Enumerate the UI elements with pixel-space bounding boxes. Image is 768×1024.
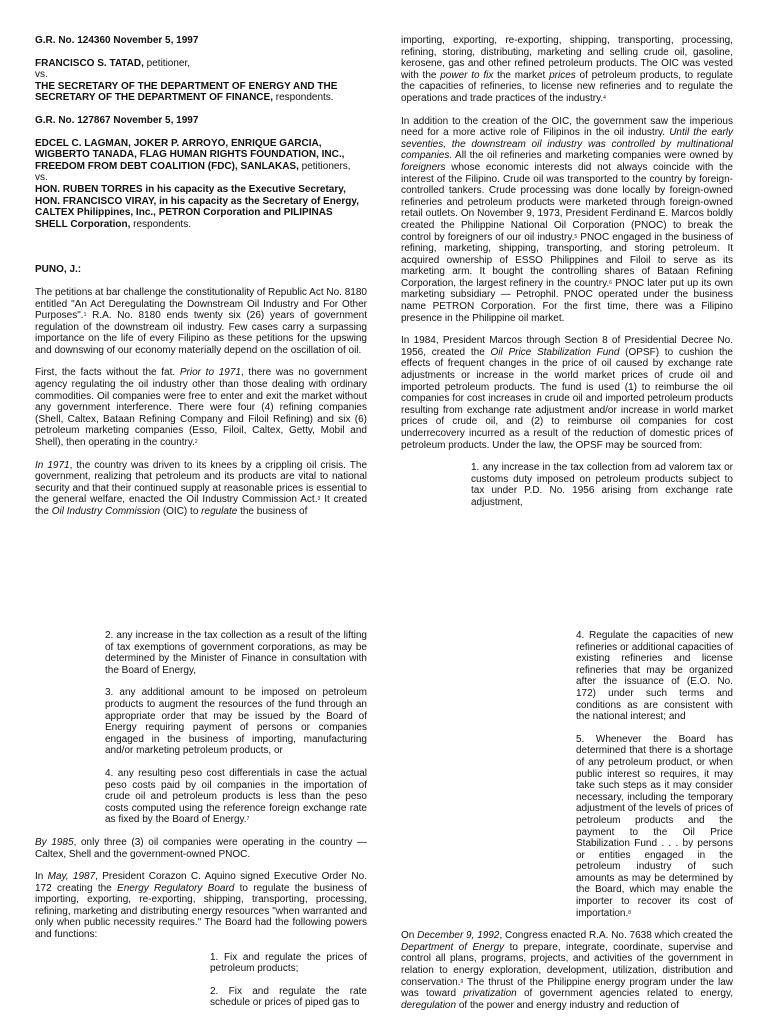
p2-italic: Prior to 1971 bbox=[179, 367, 241, 379]
p1-text-a: The petitions at bar challenge the constitutionality of Republic Act No. 8180 entitled "An Act Deregulating the Downstream Oil Industry and For Other Purposes". bbox=[35, 286, 367, 322]
respondent-1 bbox=[35, 81, 367, 104]
p6-text-b: , Congress enacted R.A. No. 7638 which created the bbox=[499, 930, 733, 942]
p2-text-a: First, the facts without the fat. bbox=[35, 367, 180, 379]
left-column-top bbox=[35, 35, 367, 518]
item4-text: 4. any resulting peso cost differentials in case the actual peso costs paid by oil companies in the importation of crude oil and petroleum products is less than the peso costs computed using the reference foreign exchange rate as fixed by the Board of Energy. bbox=[105, 767, 367, 826]
p2-text-b: , there was no government agency regulating the oil industry other than those dealing with ordinary commodities. Oil companies were free to enter and exit the market without any government interference. There were four (4) refining companies (Shell, Caltex, Bataan Refining Company and Filoil Refining) and six (6) petroleum marketing companies (Esso, Filoil, Caltex, Getty, Mobil and Shell), then operating in the country. bbox=[35, 367, 367, 449]
ponente-text: PUNO, J.: bbox=[35, 264, 82, 276]
p1-text-b: R.A. No. 8180 ends twenty six (26) years of government regulation of the downstream oil industry. Few cases carry a surpassing importance on the life of every Filipino as these petitions for the upswing and downswing of our economy materially depend on the oscillation of oil. bbox=[35, 310, 367, 356]
petitioner bbox=[35, 58, 367, 70]
r1-text-b: the market bbox=[493, 69, 550, 81]
p5-text-a: In bbox=[35, 871, 48, 883]
r2-text-e: PNOC later put up its own marketing subsidiary — Petrophil. PNOC operated under the business name PETRON Corporation. For the first time, there was a Filipino presence in the Philippine oil market. bbox=[401, 277, 733, 324]
p6-text-c: to prepare, integrate, coordinate, supervise and control all plans, programs, projects, and activities of the government in relation to energy exploration, development, utilization, distribution and conservation. bbox=[401, 941, 733, 988]
footnote-ref[interactable]: 8 bbox=[628, 909, 632, 916]
case-caption-1: G.R. No. 124360 November 5, 1997 bbox=[35, 35, 199, 46]
r3-italic: Oil Price Stabilization Fund bbox=[490, 346, 620, 358]
petitioners-2-role: petitioners, bbox=[298, 160, 351, 172]
list-item-3: 3. any additional amount to be imposed on petroleum products to augment the resources of the fund through an appropriate order that may be issued by the Board of Energy requiring payment of persons or companies engaged in the business of importing, manufacturing and/or marketing petroleum products, or bbox=[105, 687, 367, 757]
f5-text: 5. Whenever the Board has determined that there is a shortage of any petroleum product, or when public interest so requires, it may take such steps as it may consider necessary, including the temporary adjustment of the levels of prices of petroleum products and the payment to the Oil Price Stabilization Fund . . . by persons or entities engaged in the petroleum industry of such amounts as may be determined by the Board, which may enable the importer to recover its cost of importation. bbox=[576, 733, 733, 919]
p3-text-b: It created the bbox=[35, 494, 368, 517]
versus-1: vs. bbox=[35, 69, 48, 81]
right-column-bottom bbox=[401, 630, 733, 1011]
versus-2: vs. bbox=[35, 172, 48, 184]
list-item-1: 1. any increase in the tax collection from ad valorem tax or customs duty imposed on petroleum products subject to tax under P.D. No. 1956 arising from exchange rate adjustment, bbox=[471, 462, 733, 508]
p4-italic: By 1985 bbox=[35, 836, 74, 848]
footnote-ref[interactable]: 4 bbox=[603, 94, 606, 101]
r1-italic-1: power to fix bbox=[440, 69, 494, 81]
r1-text-c: of petroleum products, to regulate the capacities of refineries, to license new refineries and to regulate the operations and trade practices of the industry. bbox=[401, 69, 733, 104]
list-item-2: 2. any increase in the tax collection as a result of the lifting of tax exemptions of government corporations, as may be determined by the Minister of Finance in consultation with the Board of Energy, bbox=[105, 630, 367, 676]
case-caption-2: G.R. No. 127867 November 5, 1997 bbox=[35, 114, 199, 126]
respondents-2 bbox=[35, 184, 367, 230]
p3-text-c: (OIC) to bbox=[160, 506, 202, 517]
footnote-ref[interactable]: 1 bbox=[83, 312, 87, 319]
r1-text-a: importing, exporting, re-exporting, shipping, transporting, processing, refining, storing, distributing, marketing and selling crude oil, gasoline, kerosene, gas and other refined petroleum products. The OIC was vested with the bbox=[401, 35, 733, 81]
ponente bbox=[35, 264, 367, 276]
paragraph-1 bbox=[35, 287, 367, 357]
function-4: 4. Regulate the capacities of new refineries or additional capacities of existing refineries and license refineries that may be organized after the issuance of (E.O. No. 172) under such terms and conditions as are consistent with the national interest; and bbox=[576, 630, 733, 723]
petitioner-role: petitioner, bbox=[143, 57, 191, 69]
p5-italic-1: May, 1987 bbox=[47, 871, 96, 883]
r3-text-b: (OPSF) to cushion the effects of frequent changes in the price of oil caused by exchange rate adjustments or increase in the world market prices of crude oil and imported petroleum products. The fund is used (1) to reimburse the oil companies for cost increases in crude oil and imported petroleum products resulting from exchange rate adjustment and/or increase in world market prices of crude oil, and (2) to reimburse oil companies for cost underrecovery incurred as a result of the reduction of domestic prices of petroleum products. Under the law, the OPSF may be sourced from: bbox=[401, 346, 733, 451]
p3-text-a: , the country was driven to its knees by a crippling oil crisis. The government, realizing that petroleum and its products are vital to national security and that their continued supply at reasonable prices is essential to the general welfare, enacted the Oil Industry Commission Act. bbox=[35, 459, 368, 506]
left-column-bottom bbox=[35, 630, 367, 1009]
footnote-ref[interactable]: 9 bbox=[460, 978, 464, 985]
paragraph-6 bbox=[401, 930, 733, 1011]
p5-text-c: to regulate the business of importing, exporting, re-exporting, shipping, transporting, processing, refining, marketing and distributing energy resources "when warranted and only when public necessity requires." The Board had the following powers and functions: bbox=[35, 882, 368, 941]
list-item-4 bbox=[35, 768, 367, 826]
r2-text-c: whose economic interests did not always coincide with the interest of the Filipino. Crude oil was transported to the country by foreign-controlled tankers. Crude processing was done locally by foreign-owned refineries and petroleum products were marketed through foreign-owned retail outlets. On November 9, 1973, President Ferdinand E. Marcos boldly created the Philippine National Oil Corporation (PNOC) to break the control by foreigners of our oil industry. bbox=[401, 161, 733, 243]
p6-text-e: of government agencies related to energy, bbox=[516, 988, 734, 1000]
p6-italic-3: privatization bbox=[463, 988, 517, 1000]
footnote-ref[interactable]: 7 bbox=[246, 816, 250, 823]
function-2: 2. Fix and regulate the rate schedule or prices of piped gas to bbox=[210, 985, 367, 1009]
respondent-1-name: THE SECRETARY OF THE DEPARTMENT OF ENERGY AND THE SECRETARY OF THE DEPARTMENT OF FINANCE, bbox=[35, 80, 338, 104]
petitioners-2-name: EDCEL C. LAGMAN, JOKER P. ARROYO, ENRIQUE GARCIA, WIGBERTO TANADA, FLAG HUMAN RIGHTS FOUNDATION, INC., FREEDOM FROM DEBT COALITION (FDC), SANLAKAS, bbox=[35, 137, 345, 172]
respondents-2-name: HON. RUBEN TORRES in his capacity as the Executive Secretary, HON. FRANCISCO VIRAY, in his capacity as the Secretary of Energy, CALTEX Philippines, Inc., PETRON Corporation and PILIPINAS SHELL Corporation, bbox=[35, 183, 359, 230]
footnote-ref[interactable]: 6 bbox=[609, 279, 612, 286]
function-5 bbox=[401, 734, 733, 920]
r2-text-d: PNOC engaged in the business of refining, marketing, shipping, transporting, and storing petroleum. It acquired ownership of ESSO Philippines and Filoil to serve as its marketing arm. It bought the controlling shares of Bataan Refining Corporation, the largest refinery in the country. bbox=[401, 231, 734, 289]
function-1: 1. Fix and regulate the prices of petroleum products; bbox=[210, 951, 367, 975]
paragraph-r2 bbox=[401, 116, 733, 325]
p6-text-d: The thrust of the Philippine energy program under the law was toward bbox=[401, 976, 733, 1000]
r1-italic-2: prices bbox=[549, 69, 576, 81]
footnote-ref[interactable]: 3 bbox=[317, 496, 321, 503]
p3-italic-1: In 1971 bbox=[35, 459, 70, 471]
p6-italic-1: December 9, 1992 bbox=[417, 930, 500, 942]
footnote-ref[interactable]: 2 bbox=[194, 439, 198, 446]
petitioner-name: FRANCISCO S. TATAD, bbox=[35, 57, 144, 69]
paragraph-r3 bbox=[401, 335, 733, 451]
p5-italic-2: Energy Regulatory Board bbox=[117, 882, 235, 894]
paragraph-4 bbox=[35, 837, 367, 860]
r2-italic-1: Until the early seventies, the downstream oil industry was controlled by multinational companies. bbox=[401, 127, 733, 162]
paragraph-3 bbox=[35, 460, 367, 518]
p5-text-b: , President Corazon C. Aquino signed Executive Order No. 172 creating the bbox=[35, 871, 367, 894]
r2-italic-2: foreigners bbox=[401, 161, 446, 173]
right-column-top bbox=[401, 35, 733, 509]
p6-italic-2: Department of Energy bbox=[401, 941, 505, 953]
p6-italic-4: deregulation bbox=[401, 999, 457, 1011]
petitioners-2 bbox=[35, 138, 367, 173]
respondents-2-role: respondents. bbox=[130, 218, 191, 230]
p4-text: , only three (3) oil companies were operating in the country — Caltex, Shell and the government-owned PNOC. bbox=[35, 836, 367, 860]
r2-text-a: In addition to the creation of the OIC, the government saw the imperious need for a more active role of Filipinos in the oil industry. bbox=[401, 115, 733, 139]
r2-text-b: All the oil refineries and marketing companies were owned by bbox=[452, 150, 733, 162]
paragraph-r1 bbox=[401, 35, 733, 105]
p6-text-f: of the power and energy industry and reduction of bbox=[456, 999, 679, 1011]
paragraph-5 bbox=[35, 871, 367, 941]
p3-italic-2: Oil Industry Commission bbox=[51, 506, 161, 517]
paragraph-2 bbox=[35, 367, 367, 448]
footnote-ref[interactable]: 5 bbox=[574, 233, 578, 240]
p3-text-d: the business of bbox=[237, 506, 308, 517]
r3-text-a: In 1984, President Marcos through Section 8 of Presidential Decree No. 1956, created the bbox=[401, 335, 733, 358]
respondent-1-role: respondents. bbox=[272, 92, 334, 104]
p3-italic-3: regulate bbox=[201, 506, 238, 517]
p6-text-a: On bbox=[401, 930, 418, 942]
